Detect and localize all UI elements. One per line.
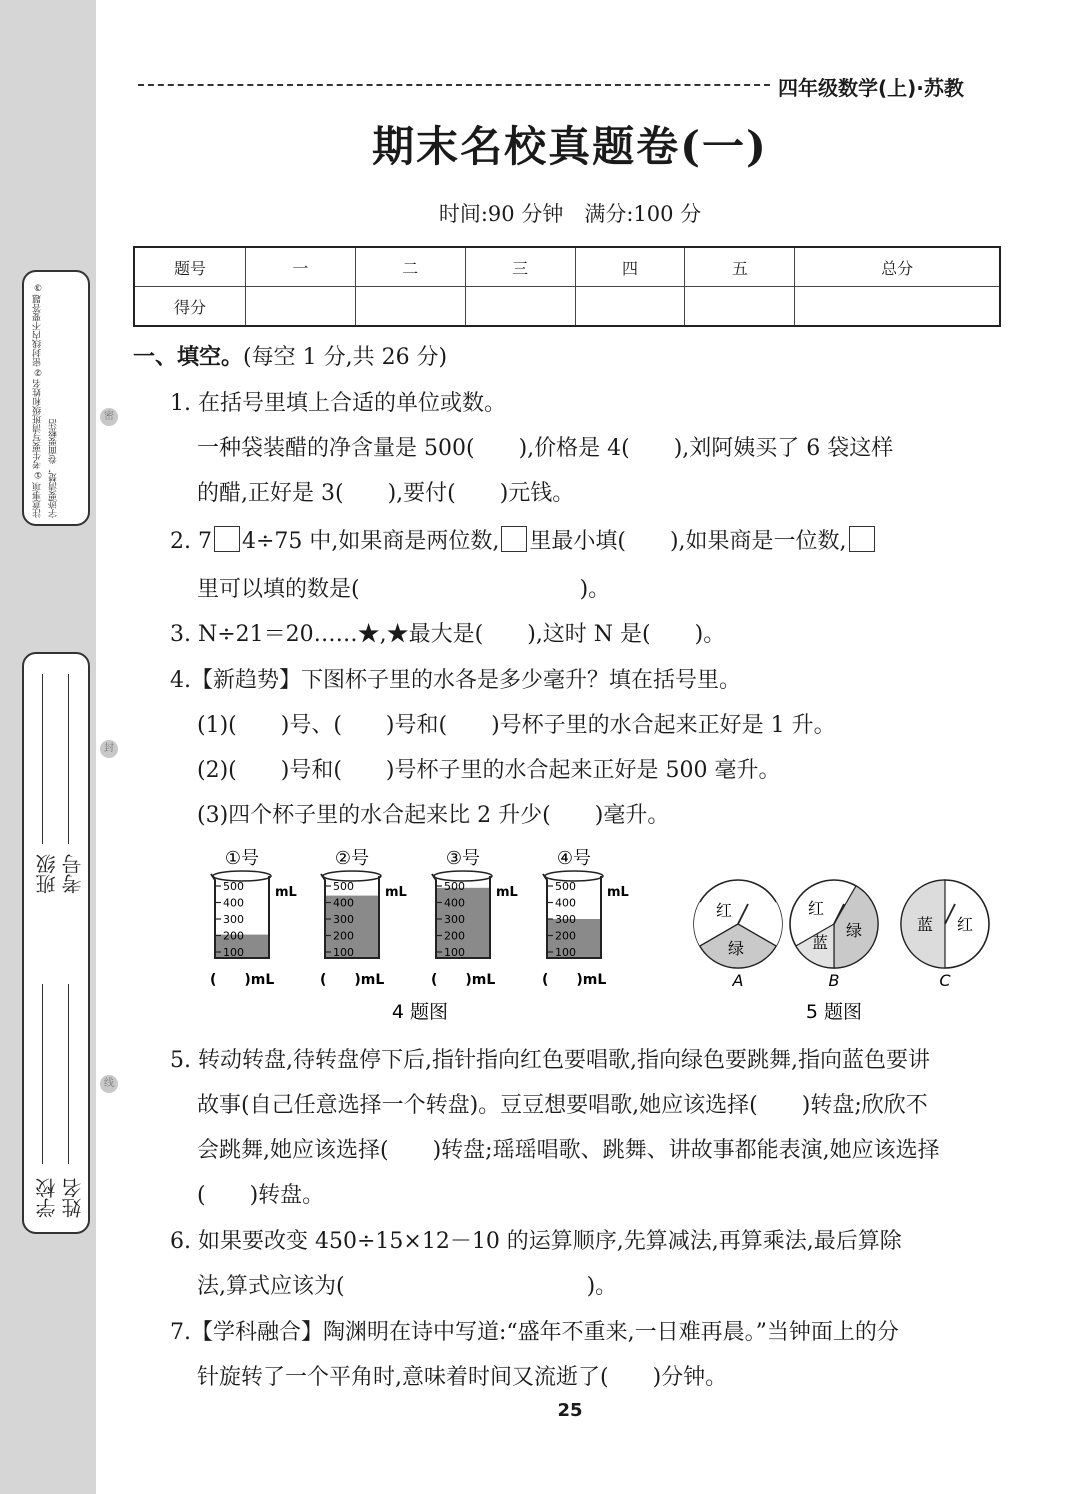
q4-sub3: (3)四个杯子里的水合起来比 2 升少( )毫升。 [197, 803, 670, 828]
cup-tick-label: 300 [444, 913, 465, 926]
q5-line3: 会跳舞,她应该选择( )转盘;瑶瑶唱歌、跳舞、讲故事都能表演,她应该选择 [197, 1138, 940, 1163]
q4-line1: 4.【新趋势】下图杯子里的水各是多少毫升？填在括号里。 [170, 668, 741, 693]
figure5-caption: 5 题图 [805, 1001, 863, 1023]
spinner-c-name: C [939, 971, 951, 990]
exam-meta: 时间:90 分钟 满分:100 分 [438, 202, 702, 226]
cup-tick-label: 100 [223, 946, 244, 959]
score-header-cell: 四 [575, 247, 685, 287]
page-title: 期末名校真题卷(一) [372, 122, 768, 171]
section-title: 一、填空。 [133, 344, 244, 370]
cup-tick-label: 200 [444, 929, 465, 943]
q2-part-a: 2. 7 [170, 529, 212, 554]
q1-line2: 一种袋装醋的净含量是 500( ),价格是 4( ),刘阿姨买了 6 袋这样 [197, 436, 894, 461]
notice-box [22, 270, 90, 526]
header-tag: 四年级数学(上)·苏教 [778, 76, 964, 100]
q6-line2: 法,算式应该为( )。 [197, 1274, 618, 1299]
cup-answer-blank: ( )mL [542, 972, 607, 988]
q5-line2: 故事(自己任意选择一个转盘)。豆豆想要唱歌,她应该选择( )转盘;欣欣不 [197, 1093, 928, 1118]
digit-box[interactable] [214, 526, 240, 552]
spinner-c-blue-label: 蓝 [917, 915, 934, 934]
cup-tick-label: 300 [223, 913, 244, 926]
score-header-cell: 总分 [795, 247, 1000, 287]
cup-answer-blank: ( )mL [320, 972, 385, 988]
cup-unit: mL [496, 885, 518, 900]
school-label: 学校 [35, 1178, 59, 1218]
seal-dot: 线 [100, 1075, 118, 1093]
cup-tick-label: 100 [444, 946, 465, 959]
cup-tick-label: 500 [555, 880, 576, 893]
q4-sub2: (2)( )号和( )号杯子里的水合起来正好是 500 毫升。 [197, 758, 781, 783]
score-header-cell: 二 [355, 247, 465, 287]
seal-dot: 封 [100, 740, 118, 758]
q2-part-c: 里最小填( ),如果商是一位数, [529, 529, 847, 554]
cup-answer-blank: ( )mL [210, 972, 275, 988]
cup-tick-label: 400 [333, 896, 354, 910]
name-line[interactable] [68, 984, 69, 1164]
cup-answer-blank: ( )mL [431, 972, 496, 988]
header-dashed-line [138, 84, 770, 86]
q6-line1: 6. 如果要改变 450÷15×12－10 的运算顺序,先算减法,再算乘法,最后算除 [170, 1229, 902, 1254]
cup-label: ③号 [445, 848, 481, 869]
q1-line3: 的醋,正好是 3( ),要付( )元钱。 [197, 481, 575, 506]
cup-tick-label: 400 [555, 896, 576, 910]
cup-tick-label: 400 [223, 896, 244, 910]
notice-text: 注意事项 ①考生要写清班级和姓名 ②密封线内不要答题 ③字迹要清楚，卷面要整洁 [33, 281, 59, 518]
class-label: 班级 [35, 854, 59, 894]
spinner-b-blue-label: 蓝 [812, 933, 829, 952]
digit-box [849, 526, 875, 552]
cup-tick-label: 100 [333, 946, 354, 959]
cup-tick-label: 200 [555, 929, 576, 943]
q1-line1: 1. 在括号里填上合适的单位或数。 [170, 391, 506, 416]
score-cell[interactable] [246, 287, 356, 327]
spinner-c-red-label: 红 [957, 915, 974, 934]
score-header-cell: 题号 [134, 247, 246, 287]
cup-label: ④号 [556, 848, 592, 869]
cup-unit: mL [607, 885, 629, 900]
figure-area [180, 840, 1020, 1030]
cup-label: ①号 [224, 848, 260, 869]
exam-number-label: 考号 [61, 854, 85, 894]
q4-sub1: (1)( )号、( )号和( )号杯子里的水合起来正好是 1 升。 [197, 713, 836, 738]
cup-tick-label: 200 [223, 929, 244, 943]
q2-line1 [170, 524, 877, 555]
cup-tick-label: 300 [555, 913, 576, 926]
figure4-caption: 4 题图 [391, 1001, 449, 1023]
q2-part-b: 4÷75 中,如果商是两位数, [241, 529, 500, 554]
section-heading [133, 340, 447, 371]
score-table-score-row [134, 287, 1000, 327]
digit-box [501, 526, 527, 552]
score-header-cell: 三 [465, 247, 575, 287]
score-header-cell: 五 [685, 247, 795, 287]
school-line[interactable] [42, 984, 43, 1164]
seal-dot: 密 [100, 408, 118, 426]
page-number: 25 [557, 1400, 583, 1421]
cup-tick-label: 100 [555, 946, 576, 959]
spinner-a-red-label: 红 [716, 901, 733, 920]
spinner-b-green-label: 绿 [846, 921, 863, 940]
cup-tick-label: 400 [444, 896, 465, 910]
score-cell[interactable] [575, 287, 685, 327]
score-row-label: 得分 [134, 287, 246, 327]
q7-line2: 针旋转了一个平角时,意味着时间又流逝了( )分钟。 [197, 1365, 728, 1390]
student-info-box [22, 652, 90, 1234]
spinner-a-green-label: 绿 [728, 939, 745, 958]
cup-tick-label: 200 [333, 929, 354, 943]
spinner-a-name: A [732, 971, 744, 990]
cup-tick-label: 300 [333, 913, 354, 926]
score-cell[interactable] [465, 287, 575, 327]
cup-unit: mL [275, 885, 297, 900]
cup-unit: mL [385, 885, 407, 900]
q5-line1: 5. 转动转盘,待转盘停下后,指针指向红色要唱歌,指向绿色要跳舞,指向蓝色要讲 [170, 1048, 930, 1073]
spinner-b-red-label: 红 [808, 899, 825, 918]
score-cell[interactable] [795, 287, 1000, 327]
cup-tick-label: 500 [333, 880, 354, 893]
q7-line1: 7.【学科融合】陶渊明在诗中写道:“盛年不重来,一日难再晨。”当钟面上的分 [170, 1320, 899, 1345]
q2-line2: 里可以填的数是( )。 [197, 577, 611, 602]
cup-tick-label: 500 [444, 880, 465, 893]
section-note: (每空 1 分,共 26 分) [243, 345, 448, 370]
score-header-cell: 一 [246, 247, 356, 287]
exam-number-line[interactable] [68, 674, 69, 844]
cup-tick-label: 500 [223, 880, 244, 893]
score-table-header-row [134, 247, 1000, 287]
score-cell[interactable] [355, 287, 465, 327]
class-line[interactable] [42, 674, 43, 844]
name-label: 姓名 [61, 1178, 85, 1218]
score-table [133, 246, 1001, 327]
q5-line4: ( )转盘。 [197, 1183, 325, 1208]
spinner-b-name: B [828, 971, 840, 990]
cup-label: ②号 [334, 848, 370, 869]
score-cell[interactable] [685, 287, 795, 327]
q3: 3. N÷21＝20……★,★最大是( ),这时 N 是( )。 [170, 622, 726, 647]
